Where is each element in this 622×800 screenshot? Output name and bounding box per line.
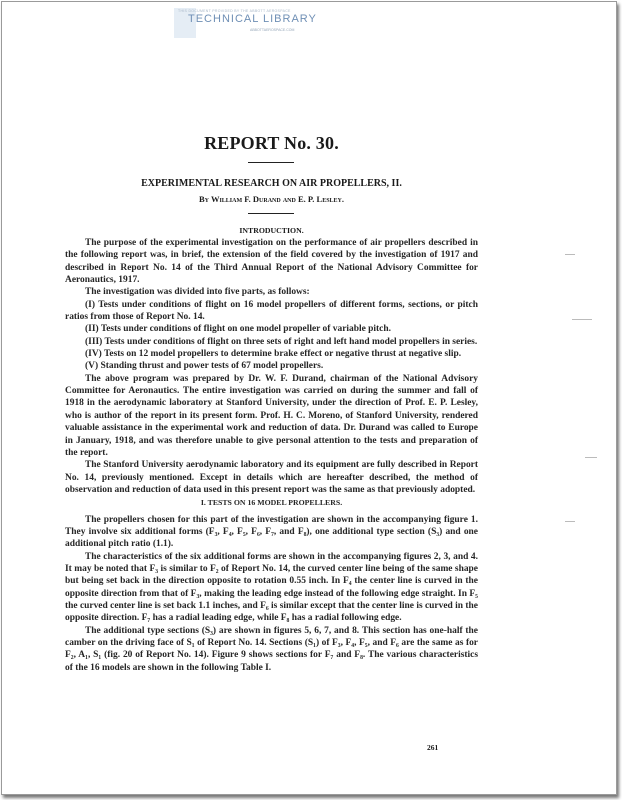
scan-artifact: [572, 319, 592, 320]
divider: [248, 213, 294, 214]
paragraph: (II) Tests under conditions of flight on one model propeller of variable pitch.: [85, 324, 391, 335]
watermark-name: TECHNICAL LIBRARY: [188, 13, 317, 25]
scan-artifact: [565, 254, 575, 255]
watermark-url: ABBOTTAEROSPACE.COM: [250, 28, 295, 32]
paragraph: (V) Standing thrust and power tests of 67 model propellers.: [85, 361, 324, 372]
report-subtitle: EXPERIMENTAL RESEARCH ON AIR PROPELLERS, II.: [141, 178, 402, 189]
scan-artifact: [585, 457, 597, 458]
paragraph: The propellers chosen for this part of the investigation are shown in the accompanying figure 1. They involve six additional forms (F₃, F₄, F₅, F₆, F₇, and F₈), one additional type section (S₃) and one additional pitch ratio (1.1).: [65, 514, 478, 550]
document-page: [1, 1, 617, 795]
paragraph: (IV) Tests on 12 model propellers to determine brake effect or negative thrust at negative slip.: [85, 349, 462, 360]
paragraph: The purpose of the experimental investigation on the performance of air propellers described in the following report was, in brief, the extension of the field covered by the investigation of 1917 and described in Report No. 14 of the Third Annual Report of the National Advisory Committee for Aeronautics, 1917.: [65, 238, 478, 286]
paragraph: The additional type sections (S₃) are shown in figures 5, 6, 7, and 8. This section has one-half the camber on the driving face of S₁ of Report No. 14. Sections (S₁) of F₃, F₄, F₅, and F₆ are the same as for F₂, A₁, S₁ (fig. 20 of Report No. 14). Figure 9 shows sections for F₇ and F₈. The various characteristics of the 16 models are shown in the following Table I.: [65, 625, 478, 673]
intro-heading: INTRODUCTION.: [239, 226, 304, 235]
divider: [248, 162, 294, 163]
page-number: 261: [427, 743, 439, 752]
body-text: [65, 237, 478, 674]
report-authors: By William F. Durand and E. P. Lesley.: [198, 194, 345, 204]
paragraph: (I) Tests under conditions of flight on 16 model propellers of different forms, sections, or pitch ratios from those of Report No. 14.: [65, 299, 478, 323]
paragraph: The investigation was divided into five parts, as follows:: [85, 287, 310, 298]
paragraph: (III) Tests under conditions of flight on three sets of right and left hand model propellers in series.: [85, 336, 478, 347]
section-heading: I. TESTS ON 16 MODEL PROPELLERS.: [200, 498, 343, 508]
report-title: REPORT No. 30.: [204, 133, 339, 153]
technical-library-watermark: [174, 6, 317, 42]
paragraph: The above program was prepared by Dr. W. F. Durand, chairman of the National Advisory Committee for Aeronautics. The entire investigation was carried on during the summer and fall of 1918 in the aerodynamic laboratory at Stanford University, under the direction of Prof. E. P. Lesley, who is author of the report in its present form. Prof. H. C. Moreno, of Stanford University, rendered valuable assistance in the experimental work and reduction of data. Dr. Durand was called to Europe in January, 1918, and was therefore unable to give personal attention to the tests and preparation of the report.: [65, 373, 478, 458]
watermark-top-line: THIS DOCUMENT PROVIDED BY THE ABBOTT AEROSPACE: [178, 9, 291, 13]
scan-artifact: [565, 521, 575, 522]
paragraph: The characteristics of the six additional forms are shown in the accompanying figures 2, 3, and 4. It may be noted that F₃ is similar to F₂ of Report No. 14, the curved center line being of the same shape but being set back in the direction opposite to rotation 0.55 inch. In F₄ the center line is curved in the opposite direction from that of F₃, making the leading edge instead of the following edge straight. In F₅ the curved center line is set back 1.1 inches, and F₆ is similar except that the center line is curved in the opposite direction. F₇ has a radial leading edge, while F₈ has a radial following edge.: [65, 551, 478, 624]
paragraph: The Stanford University aerodynamic laboratory and its equipment are fully described in Report No. 14, previously mentioned. Except in details which are hereafter described, the method of observation and reduction of data used in this present report was the same as that previously adopted.: [65, 460, 478, 495]
